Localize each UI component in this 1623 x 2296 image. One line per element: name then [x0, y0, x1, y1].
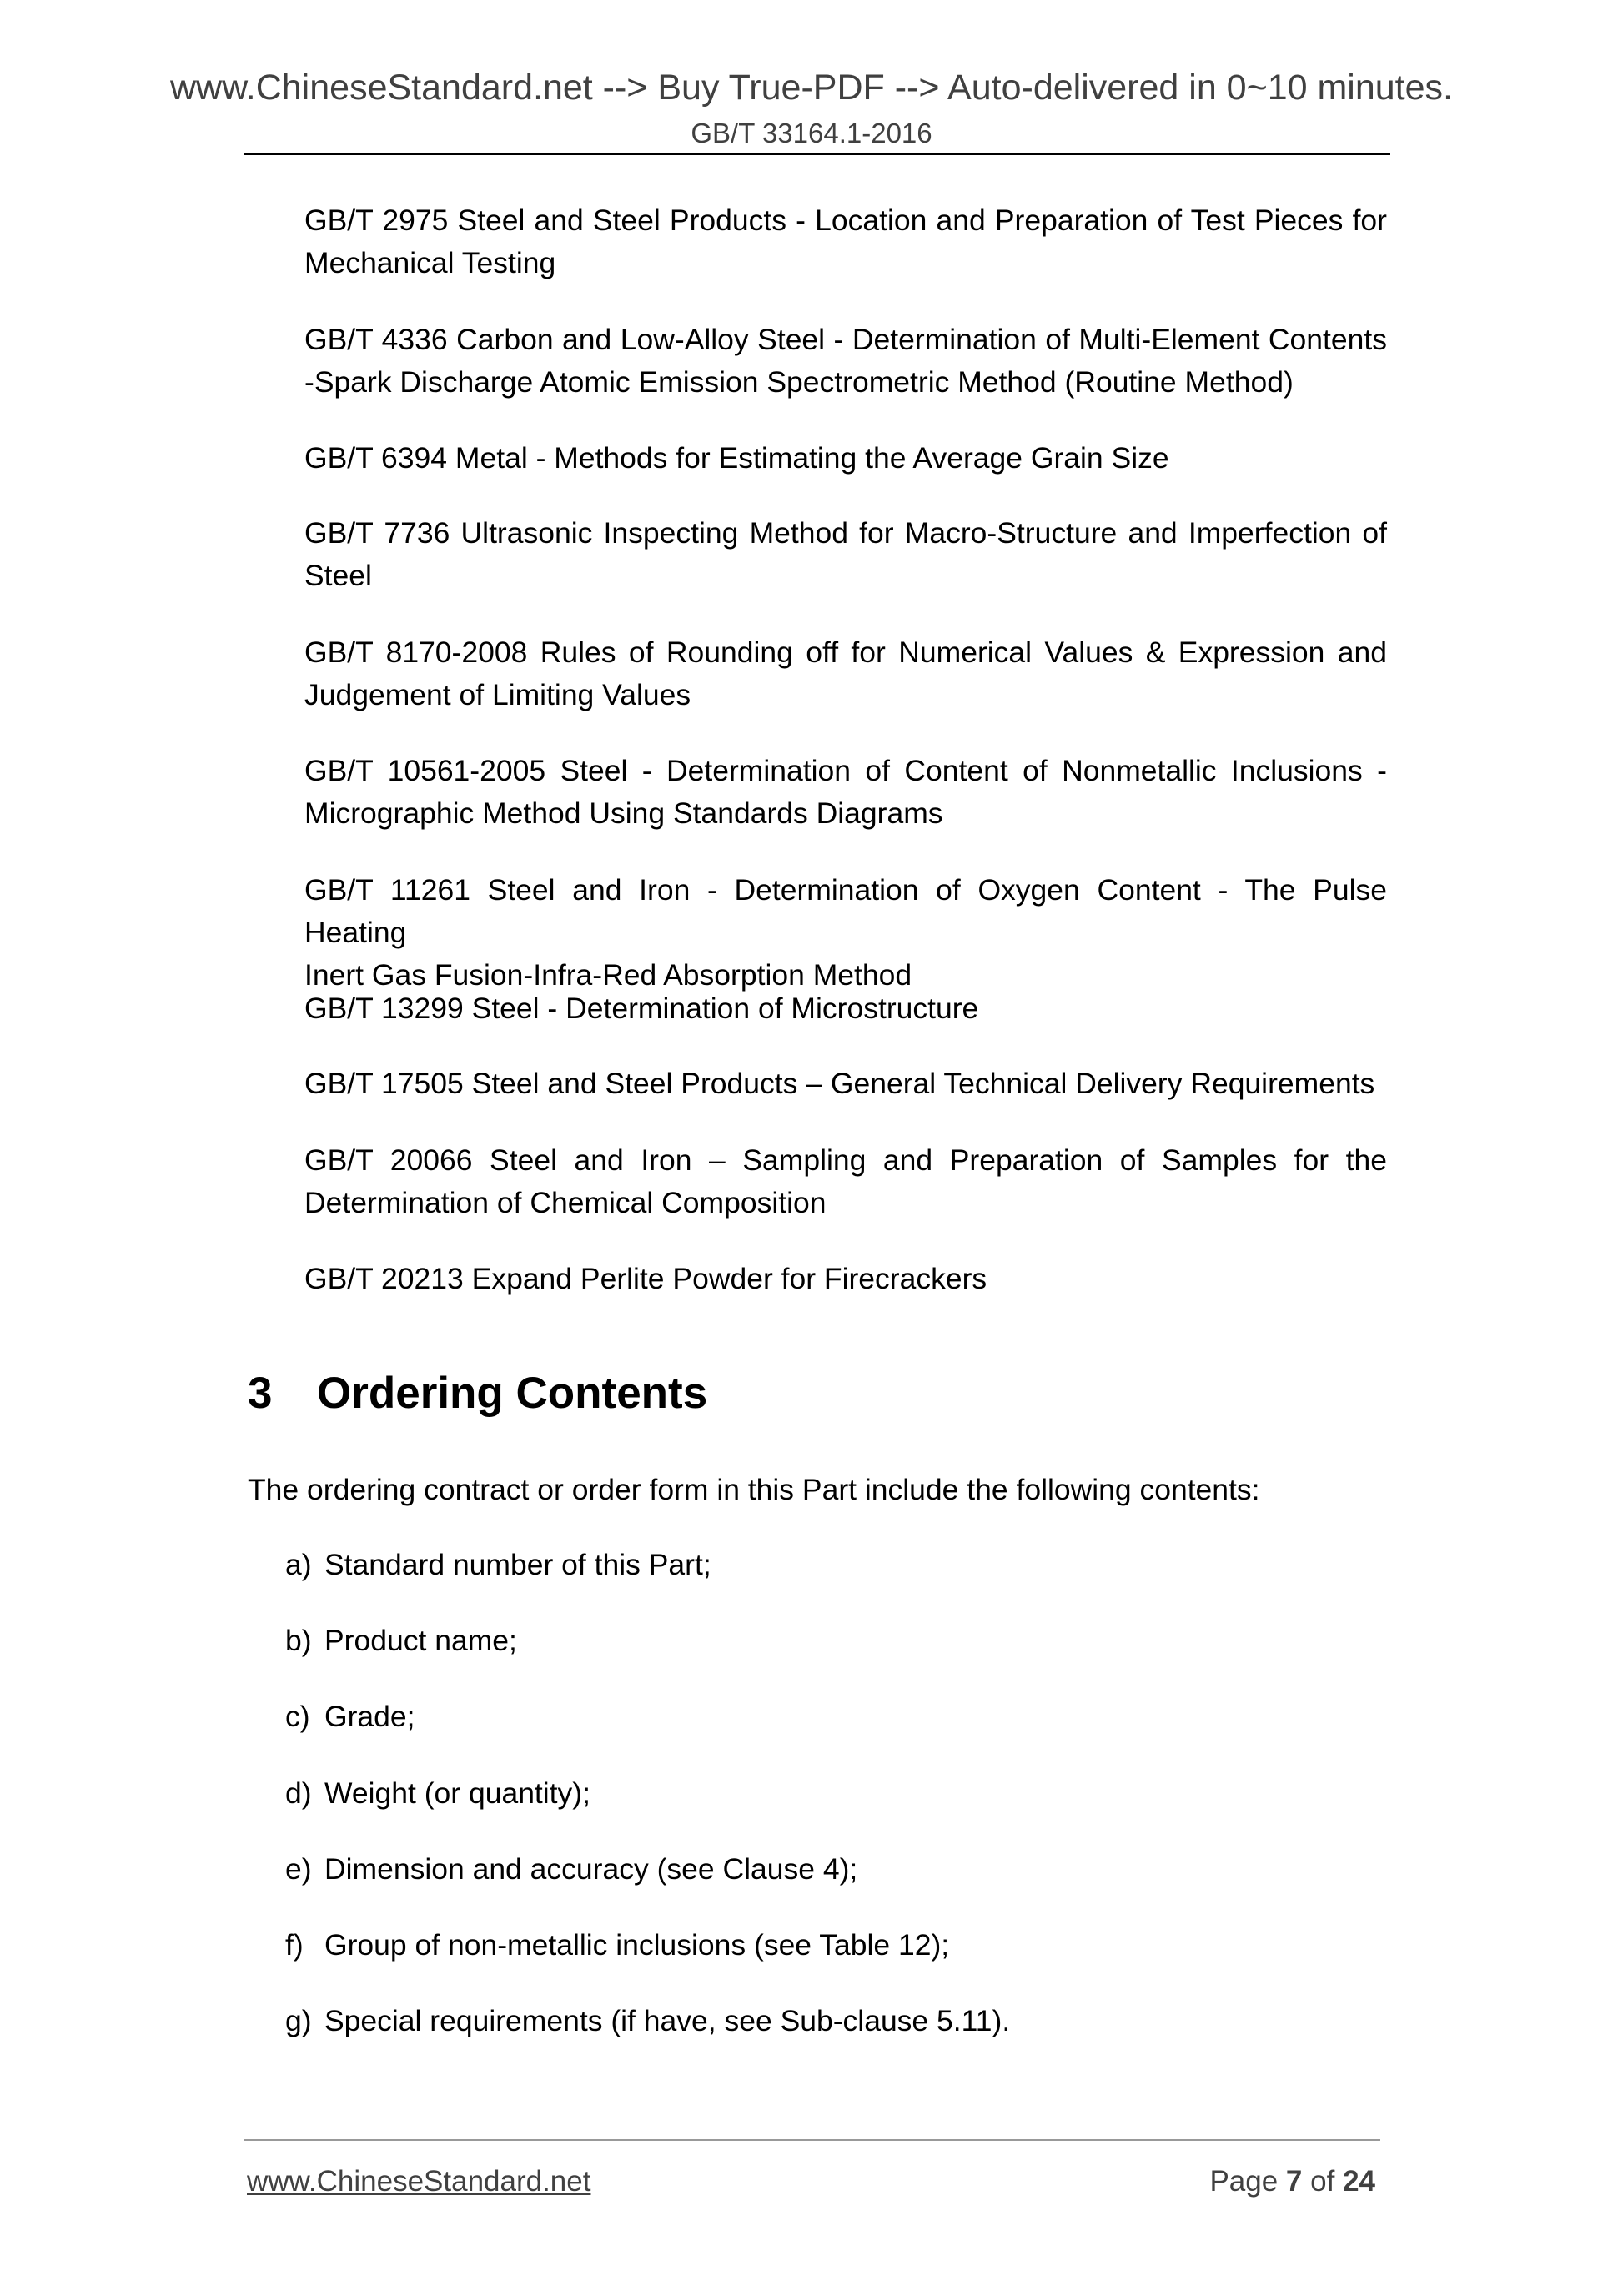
reference-entry	[304, 319, 1387, 404]
reference-line: GB/T 2975 Steel and Steel Products - Location and Preparation of Test Pieces for	[304, 203, 1387, 237]
list-item-letter: f)	[285, 1928, 304, 1962]
reference-line: Mechanical Testing	[304, 246, 556, 279]
list-item-text: Product name;	[324, 1624, 517, 1658]
section-number: 3	[248, 1369, 273, 1418]
list-item-letter: g)	[285, 2004, 312, 2038]
list-item	[285, 1696, 415, 1738]
list-item	[285, 1544, 711, 1586]
reference-line: -Spark Discharge Atomic Emission Spectrometric Method (Routine Method)	[304, 365, 1294, 399]
list-item	[285, 1620, 517, 1662]
reference-line: GB/T 10561-2005 Steel - Determination of Content of Nonmetallic Inclusions -	[304, 754, 1387, 787]
reference-entry	[304, 1139, 1387, 1224]
reference-line: GB/T 7736 Ultrasonic Inspecting Method for Macro-Structure and Imperfection of	[304, 516, 1387, 550]
current-page: 7	[1285, 2165, 1303, 2198]
section-heading	[248, 1368, 707, 1419]
reference-line: GB/T 6394 Metal - Methods for Estimating the Average Grain Size	[304, 441, 1169, 475]
footer-divider	[244, 2139, 1380, 2141]
reference-line: GB/T 20066 Steel and Iron – Sampling and Preparation of Samples for the	[304, 1143, 1387, 1177]
list-item-letter: d)	[285, 1776, 312, 1810]
section-intro: The ordering contract or order form in this Part include the following contents:	[248, 1473, 1260, 1506]
list-item-text: Special requirements (if have, see Sub-clause 5.11).	[324, 2004, 1011, 2038]
reference-entry	[304, 750, 1387, 835]
list-item-text: Grade;	[324, 1700, 415, 1734]
header-standard-number: GB/T 33164.1-2016	[691, 118, 932, 148]
list-item	[285, 1848, 857, 1891]
reference-entry	[304, 869, 1387, 997]
reference-line: Judgement of Limiting Values	[304, 678, 691, 711]
reference-entry	[304, 1063, 1387, 1105]
list-item-text: Standard number of this Part;	[324, 1548, 711, 1581]
page-label: Page	[1209, 2165, 1279, 2198]
list-item-letter: b)	[285, 1624, 312, 1658]
reference-entry	[304, 987, 1387, 1030]
list-item-letter: e)	[285, 1851, 312, 1886]
list-item-letter: c)	[285, 1700, 310, 1734]
reference-line: GB/T 8170-2008 Rules of Rounding off for Numerical Values & Expression and	[304, 636, 1387, 669]
reference-line: Inert Gas Fusion-Infra-Red Absorption Method	[304, 958, 912, 992]
reference-entry	[304, 512, 1387, 597]
reference-line: GB/T 20213 Expand Perlite Powder for Firecrackers	[304, 1262, 987, 1295]
section-title: Ordering Contents	[317, 1369, 708, 1418]
footer-website-link[interactable]: www.ChineseStandard.net	[247, 2165, 591, 2198]
reference-line: GB/T 4336 Carbon and Low-Alloy Steel - Determination of Multi-Element Contents	[304, 323, 1387, 356]
header-banner: www.ChineseStandard.net --> Buy True-PDF --> Auto-delivered in 0~10 minutes.	[169, 68, 1453, 108]
reference-entry	[304, 437, 1387, 480]
list-item	[285, 1772, 590, 1815]
reference-line: GB/T 13299 Steel - Determination of Microstructure	[304, 992, 979, 1025]
list-item-text: Group of non-metallic inclusions (see Table 12);	[324, 1928, 950, 1962]
page-number	[1209, 2163, 1375, 2200]
header-divider	[244, 153, 1390, 155]
list-item	[285, 1924, 949, 1967]
list-item-text: Weight (or quantity);	[324, 1776, 590, 1810]
list-item	[285, 2000, 1010, 2042]
list-item-letter: a)	[285, 1548, 312, 1581]
reference-entry	[304, 1258, 1387, 1300]
reference-entry	[304, 199, 1387, 284]
total-pages: 24	[1343, 2165, 1375, 2198]
reference-line: GB/T 17505 Steel and Steel Products – General Technical Delivery Requirements	[304, 1067, 1375, 1100]
reference-line: Steel	[304, 559, 372, 592]
reference-line: Determination of Chemical Composition	[304, 1186, 827, 1219]
reference-line: Micrographic Method Using Standards Diagrams	[304, 796, 943, 830]
list-item-text: Dimension and accuracy (see Clause 4);	[324, 1851, 858, 1886]
page-of-label: of	[1310, 2165, 1335, 2198]
reference-entry	[304, 631, 1387, 716]
reference-line: GB/T 11261 Steel and Iron - Determination of Oxygen Content - The Pulse Heating	[304, 873, 1387, 949]
